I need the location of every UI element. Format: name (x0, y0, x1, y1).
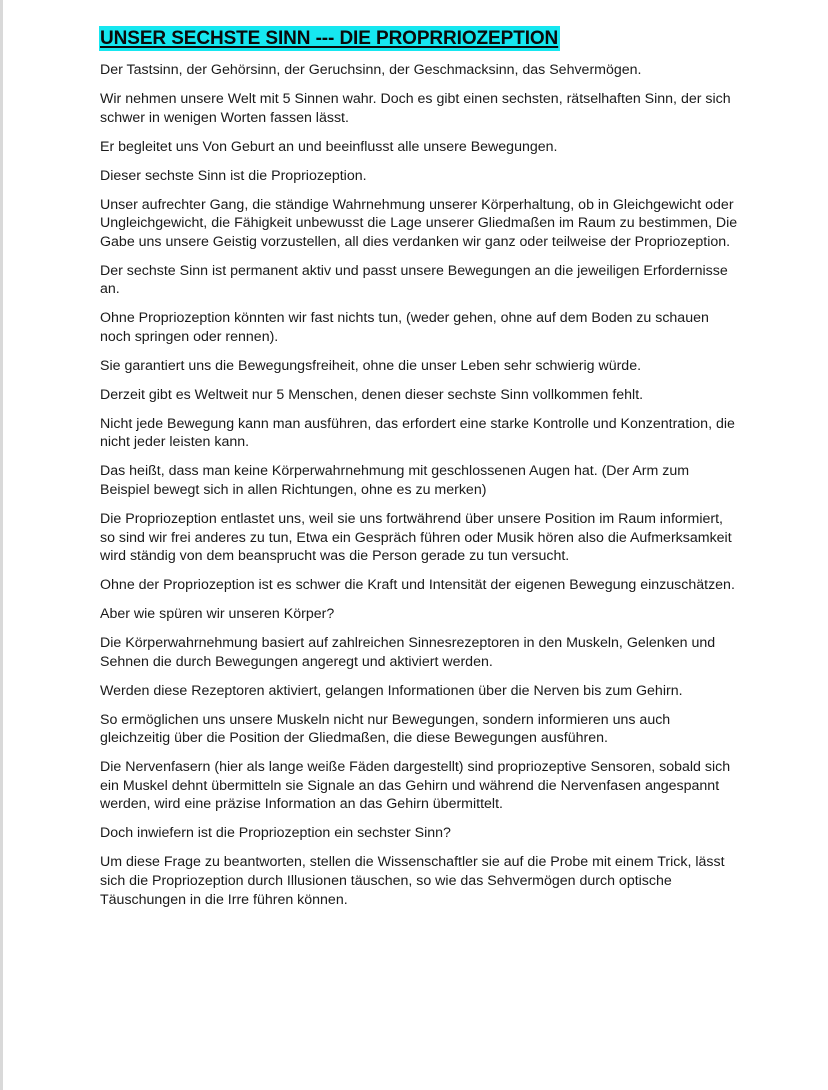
paragraph-14: Aber wie spüren wir unseren Körper? (100, 606, 335, 623)
paragraph-3: Er begleitet uns Von Geburt an und beeinflusst alle unsere Bewegungen. (100, 138, 558, 155)
paragraph-10: Nicht jede Bewegung kann man ausführen, das erfordert eine starke Kontrolle und Konzentration, die nicht jeder leisten kann. (100, 415, 735, 451)
paragraph-20: Um diese Frage zu beantworten, stellen die Wissenschaftler sie auf die Probe mit einem Trick, lässt sich die Propriozeption durch Illusionen täuschen, so wie das Sehvermögen durch optische Täuschungen in die Irre führen können. (100, 854, 725, 908)
paragraph-6: Der sechste Sinn ist permanent aktiv und passt unsere Bewegungen an die jeweiligen Erfordernisse an. (100, 262, 728, 298)
paragraph-19: Doch inwiefern ist die Propriozeption ein sechster Sinn? (100, 825, 451, 842)
document-page (100, 26, 740, 920)
document-title: UNSER SECHSTE SINN --- DIE PROPRRIOZEPTION (100, 28, 559, 49)
paragraph-13: Ohne der Propriozeption ist es schwer die Kraft und Intensität der eigenen Bewegung einzuschätzen. (100, 577, 735, 594)
paragraph-4: Dieser sechste Sinn ist die Propriozeption. (100, 167, 367, 184)
paragraph-18: Die Nervenfasern (hier als lange weiße Fäden dargestellt) sind propriozeptive Sensoren, sobald sich ein Muskel dehnt übermitteln sie Signale an das Gehirn und während die Nervenfasen angespannt werden, wird eine präzise Information an das Gehirn übermittelt. (100, 759, 731, 813)
paragraph-7: Ohne Propriozeption könnten wir fast nichts tun, (weder gehen, ohne auf dem Boden zu schauen noch springen oder rennen). (100, 310, 709, 345)
paragraph-1: Der Tastsinn, der Gehörsinn, der Geruchsinn, der Geschmacksinn, das Sehvermögen. (100, 62, 642, 78)
paragraph-15: Die Körperwahrnehmung basiert auf zahlreichen Sinnesrezeptoren in den Muskeln, Gelenken und Sehnen die durch Bewegungen angeregt und aktiviert werden. (100, 635, 716, 670)
paragraph-8: Sie garantiert uns die Bewegungsfreiheit, ohne die unser Leben sehr schwierig würde. (100, 357, 642, 374)
paragraph-11: Das heißt, dass man keine Körperwahrnehmung mit geschlossenen Augen hat. (Der Arm zum Beispiel bewegt sich in allen Richtungen, ohne es zu merken) (100, 463, 690, 498)
paragraph-5: Unser aufrechter Gang, die ständige Wahrnehmung unserer Körperhaltung, ob in Gleichgewicht oder Ungleichgewicht, die Fähigkeit unbewusst die Lage unserer Gliedmaßen im Raum zu bestimmen, Die Gabe uns unsere Geistig vorzustellen, all dies verdanken wir ganz oder teilweise der Propriozeption. (100, 196, 738, 250)
paragraph-16: Werden diese Rezeptoren aktiviert, gelangen Informationen über die Nerven bis zum Gehirn. (100, 682, 683, 699)
paragraph-12: Die Propriozeption entlastet uns, weil sie uns fortwährend über unsere Position im Raum informiert, so sind wir frei anderes zu tun, Etwa ein Gespräch führen oder Musik hören also die Aufmerksamkeit wird ständig von dem beansprucht was die Person gerade zu tun versucht. (100, 510, 732, 565)
page-left-edge (0, 0, 3, 1090)
paragraph-9: Derzeit gibt es Weltweit nur 5 Menschen, denen dieser sechste Sinn vollkommen fehlt. (100, 386, 644, 403)
paragraph-2: Wir nehmen unsere Welt mit 5 Sinnen wahr. Doch es gibt einen sechsten, rätselhaften Sinn, der sich schwer in wenigen Worten fassen lässt. (100, 90, 731, 126)
paragraph-17: So ermöglichen uns unsere Muskeln nicht nur Bewegungen, sondern informieren uns auch gleichzeitig über die Position der Gliedmaßen, die diese Bewegungen ausführen. (100, 711, 671, 747)
